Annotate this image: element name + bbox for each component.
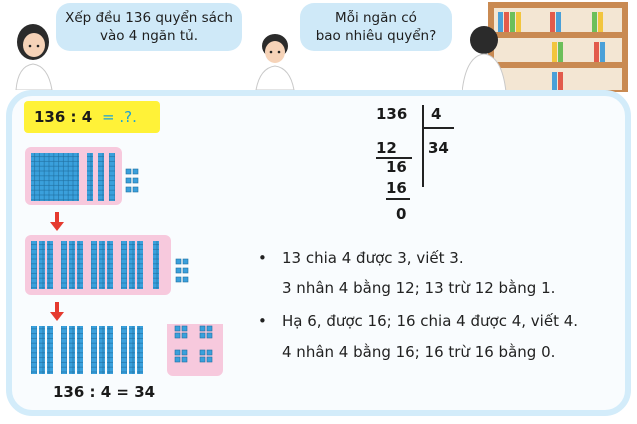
quotient: 34 bbox=[428, 139, 449, 157]
step-16-a: 16 bbox=[386, 158, 407, 176]
problem-expression: 136 : 4 bbox=[34, 108, 93, 126]
problem-question: = .?. bbox=[102, 108, 137, 126]
division-horizontal-line bbox=[422, 127, 454, 129]
answer-equation: 136 : 4 = 34 bbox=[53, 383, 156, 401]
base-ten-blocks-136 bbox=[25, 147, 150, 207]
speech-bubble-girl: Xếp đều 136 quyển sách vào 4 ngăn tủ. bbox=[56, 3, 242, 51]
down-arrow-icon bbox=[50, 212, 64, 232]
bullet-2: • bbox=[258, 312, 267, 330]
bullet-1: • bbox=[258, 249, 267, 267]
base-ten-blocks-split bbox=[25, 324, 225, 378]
step-16-b: 16 bbox=[386, 179, 407, 197]
step-subtract-12: 12 bbox=[376, 139, 397, 157]
bookshelf-illustration bbox=[462, 0, 632, 92]
speech-bubble-boy: Mỗi ngăn có bao nhiêu quyển? bbox=[300, 3, 452, 51]
dividend: 136 bbox=[376, 105, 408, 123]
explanation-line-1: 13 chia 4 được 3, viết 3. bbox=[282, 249, 464, 267]
explanation-line-4: 4 nhân 4 bằng 16; 16 trừ 16 bằng 0. bbox=[282, 343, 556, 361]
explanation-line-2: 3 nhân 4 bằng 12; 13 trừ 12 bằng 1. bbox=[282, 279, 556, 297]
base-ten-blocks-regrouped bbox=[25, 235, 200, 297]
girl-figure bbox=[8, 20, 58, 90]
boy-figure bbox=[252, 30, 298, 90]
division-vertical-line bbox=[422, 105, 424, 187]
underline-16 bbox=[386, 198, 410, 200]
problem-box bbox=[24, 101, 160, 133]
down-arrow-icon bbox=[50, 302, 64, 322]
remainder: 0 bbox=[396, 205, 407, 223]
explanation-line-3: Hạ 6, được 16; 16 chia 4 được 4, viết 4. bbox=[282, 312, 579, 330]
divisor: 4 bbox=[431, 105, 442, 123]
